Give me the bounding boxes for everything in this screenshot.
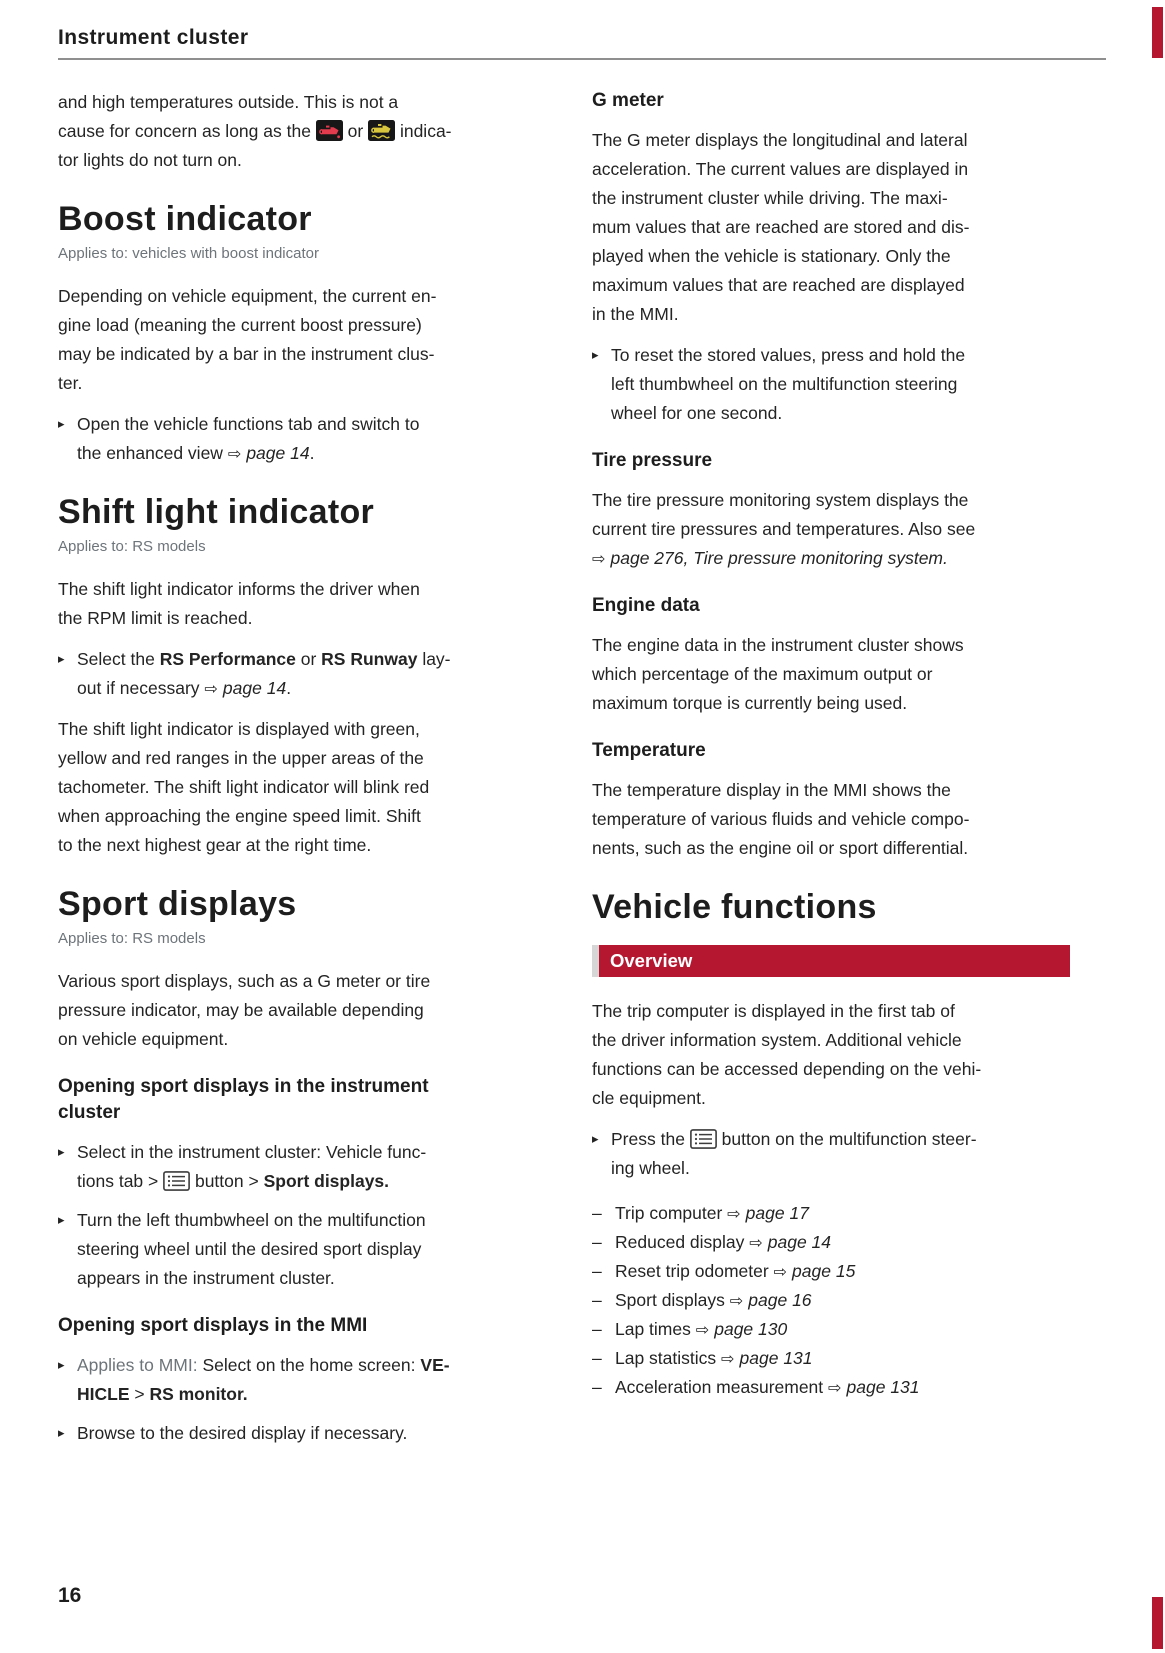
page-number: 16: [58, 1584, 82, 1607]
paragraph: The engine data in the instrument cluster shows which percentage of the maximum output or maximum torque is currently being used.: [592, 635, 964, 713]
bullet-marker: ▸: [592, 1132, 599, 1147]
dash-marker: –: [592, 1232, 602, 1252]
paragraph: The shift light indicator is displayed with green, yellow and red ranges in the upper areas of the tachometer. The shift light indicator will blink red when approaching the engine speed limit. Shift to the next highest gear at the right time.: [58, 719, 430, 855]
cross-reference-item: – Acceleration measurement ⇨ page 131: [592, 1373, 1070, 1402]
two-column-layout: [58, 88, 1070, 1458]
cross-reference-item: – Reduced display ⇨ page 14: [592, 1228, 1070, 1257]
header-rule: [58, 58, 1106, 60]
cross-reference-item: – Lap statistics ⇨ page 131: [592, 1344, 1070, 1373]
oil-level-warning-icon: [368, 120, 395, 141]
left-column: [58, 88, 550, 1458]
bullet-item: ▸ Open the vehicle functions tab and switch to the enhanced view ⇨ page 14.: [58, 410, 550, 468]
applies-to-note: Applies to: vehicles with boost indicator: [58, 245, 319, 262]
dash-marker: –: [592, 1319, 602, 1339]
dash-marker: –: [592, 1377, 602, 1397]
bullet-item: ▸ Applies to MMI: Select on the home screen: VE- HICLE > RS monitor.: [58, 1351, 550, 1409]
subsection-heading: Tire pressure: [592, 450, 713, 471]
paragraph: The temperature display in the MMI shows the temperature of various fluids and vehicle compo- nents, such as the engine oil or sport differential.: [592, 780, 970, 858]
bullet-marker: ▸: [58, 652, 65, 667]
bullet-item: ▸ To reset the stored values, press and hold the left thumbwheel on the multifunction steering wheel for one second.: [592, 341, 1070, 428]
dash-marker: –: [592, 1203, 602, 1223]
section-heading: Sport displays: [58, 885, 297, 923]
bullet-item: ▸ Select in the instrument cluster: Vehicle func- tions tab > button > Sport displays.: [58, 1138, 550, 1196]
oil-pressure-warning-icon: [316, 120, 343, 141]
overview-banner: [592, 945, 1070, 977]
applies-to-note: Applies to: RS models: [58, 538, 206, 555]
bullet-marker: ▸: [592, 348, 599, 363]
bullet-marker: ▸: [58, 417, 65, 432]
paragraph: Depending on vehicle equipment, the current en- gine load (meaning the current boost pressure) may be indicated by a bar in the instrument clus- ter.: [58, 286, 437, 393]
paragraph: The shift light indicator informs the driver when the RPM limit is reached.: [58, 579, 420, 628]
paragraph: and high temperatures outside. This is not a cause for concern as long as the or indica- tor lights do not turn on.: [58, 92, 452, 170]
paragraph: The trip computer is displayed in the first tab of the driver information system. Additional vehicle functions can be accessed depending on the vehi- cle equipment.: [592, 1001, 982, 1108]
applies-to-note: Applies to: RS models: [58, 930, 206, 947]
subsection-heading: Opening sport displays in the instrument cluster: [58, 1076, 429, 1123]
dash-marker: –: [592, 1261, 602, 1281]
cross-reference-item: – Sport displays ⇨ page 16: [592, 1286, 1070, 1315]
list-button-icon: [163, 1171, 190, 1191]
page-title: Instrument cluster: [58, 26, 249, 49]
corner-mark-top: [1152, 7, 1163, 58]
bullet-item: ▸ Turn the left thumbwheel on the multifunction steering wheel until the desired sport display appears in the instrument cluster.: [58, 1206, 550, 1293]
cross-reference-item: – Lap times ⇨ page 130: [592, 1315, 1070, 1344]
cross-reference-item: – Trip computer ⇨ page 17: [592, 1199, 1070, 1228]
corner-mark-bottom: [1152, 1597, 1163, 1649]
dash-marker: –: [592, 1290, 602, 1310]
bullet-marker: ▸: [58, 1358, 65, 1373]
cross-reference-item: – Reset trip odometer ⇨ page 15: [592, 1257, 1070, 1286]
bullet-marker: ▸: [58, 1145, 65, 1160]
list-button-icon: [163, 1171, 190, 1191]
bullet-item: ▸ Press the button on the multifunction steer- ing wheel.: [592, 1125, 1070, 1183]
paragraph: Various sport displays, such as a G meter or tire pressure indicator, may be available depending on vehicle equipment.: [58, 971, 431, 1049]
oil-pressure-warning-icon: [316, 120, 343, 141]
subsection-heading: Temperature: [592, 740, 706, 761]
subsection-heading: Engine data: [592, 595, 700, 616]
list-button-icon: [690, 1129, 717, 1149]
section-heading: Shift light indicator: [58, 493, 375, 531]
paragraph: The G meter displays the longitudinal and lateral acceleration. The current values are displayed in the instrument cluster while driving. The maxi- mum values that are reached are stored and dis- played when the vehicle is stationary. Only the maximum values that are reached are displayed in the MMI.: [592, 130, 970, 324]
section-heading: Vehicle functions: [592, 888, 877, 926]
right-column: [592, 88, 1070, 1402]
overview-banner-label: Overview: [610, 950, 693, 971]
bullet-marker: ▸: [58, 1213, 65, 1228]
subsection-heading: Opening sport displays in the MMI: [58, 1315, 368, 1336]
oil-level-warning-icon: [368, 120, 395, 141]
subsection-heading: G meter: [592, 90, 664, 111]
bullet-item: ▸ Browse to the desired display if necessary.: [58, 1419, 550, 1448]
list-button-icon: [690, 1129, 717, 1149]
paragraph: The tire pressure monitoring system displays the current tire pressures and temperatures. Also see ⇨ page 276, Tire pressure monitoring system.: [592, 490, 976, 568]
bullet-item: ▸ Select the RS Performance or RS Runway lay- out if necessary ⇨ page 14.: [58, 645, 550, 703]
bullet-marker: ▸: [58, 1426, 65, 1441]
section-heading: Boost indicator: [58, 200, 312, 238]
dash-marker: –: [592, 1348, 602, 1368]
